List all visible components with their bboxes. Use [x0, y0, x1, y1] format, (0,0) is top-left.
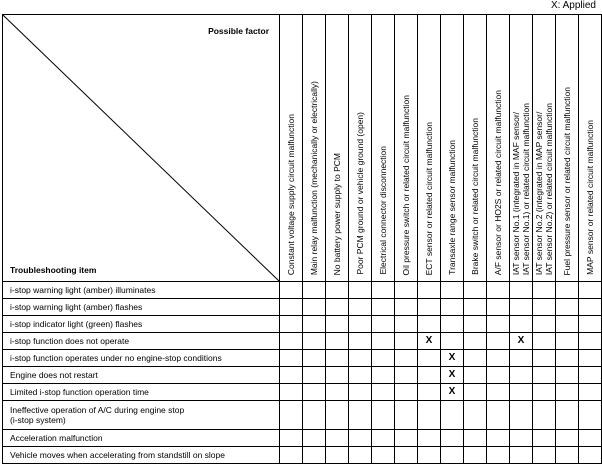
applied-mark-cell: [395, 384, 418, 401]
applied-mark-cell: [556, 316, 579, 333]
applied-mark-cell: X: [418, 333, 441, 350]
applied-mark-cell: [349, 401, 372, 430]
applied-mark-cell: [556, 282, 579, 299]
factor-header-3: [326, 15, 349, 282]
applied-mark-cell: [441, 316, 464, 333]
applied-mark-cell: [464, 384, 487, 401]
applied-mark-cell: [418, 299, 441, 316]
troubleshooting-item: Vehicle moves when accelerating from standstill on slope: [3, 447, 280, 464]
applied-mark-cell: [395, 350, 418, 367]
applied-mark-cell: [533, 401, 556, 430]
factor-label: Fuel pressure sensor or related circuit malfunction: [562, 86, 572, 275]
applied-mark-cell: [579, 333, 602, 350]
applied-mark-cell: [280, 367, 303, 384]
applied-mark-cell: [372, 384, 395, 401]
troubleshooting-item: Acceleration malfunction: [3, 430, 280, 447]
applied-mark-cell: [303, 401, 326, 430]
table-row: [3, 350, 602, 367]
applied-mark-cell: [464, 430, 487, 447]
applied-mark-cell: [556, 350, 579, 367]
applied-mark-cell: [464, 401, 487, 430]
applied-mark-cell: [487, 430, 510, 447]
applied-mark-cell: [510, 367, 533, 384]
applied-mark-cell: [372, 333, 395, 350]
header-row: [3, 15, 602, 282]
applied-mark-cell: [533, 316, 556, 333]
applied-mark-cell: [303, 316, 326, 333]
factor-label: ECT sensor or related circuit malfunction: [424, 121, 434, 275]
applied-mark-cell: [464, 367, 487, 384]
applied-mark-cell: [303, 367, 326, 384]
applied-mark-cell: [464, 299, 487, 316]
applied-mark-cell: [395, 333, 418, 350]
applied-mark-cell: [556, 401, 579, 430]
applied-mark-cell: [349, 333, 372, 350]
applied-mark-cell: [349, 384, 372, 401]
factor-header-9: [464, 15, 487, 282]
applied-mark-cell: [441, 447, 464, 464]
applied-mark-cell: [464, 282, 487, 299]
applied-mark-cell: [326, 401, 349, 430]
applied-mark-cell: [487, 401, 510, 430]
applied-mark-cell: [579, 282, 602, 299]
applied-mark-cell: [464, 350, 487, 367]
applied-mark-cell: [280, 430, 303, 447]
factor-label: A/F sensor or HO2S or related circuit malfunction: [493, 89, 503, 275]
factor-label: Brake switch or related circuit malfunction: [470, 118, 480, 275]
applied-mark-cell: [533, 384, 556, 401]
applied-mark-cell: [326, 316, 349, 333]
applied-mark-cell: [510, 316, 533, 333]
factor-label: Oil pressure switch or related circuit malfunction: [401, 94, 411, 275]
applied-mark-cell: [280, 401, 303, 430]
applied-mark-cell: [326, 282, 349, 299]
applied-mark-cell: [487, 350, 510, 367]
applied-mark-cell: [487, 367, 510, 384]
factor-header-13: [556, 15, 579, 282]
applied-mark-cell: [510, 282, 533, 299]
applied-mark-cell: [464, 447, 487, 464]
applied-mark-cell: [303, 447, 326, 464]
applied-mark-cell: [510, 384, 533, 401]
applied-mark-cell: [280, 333, 303, 350]
applied-mark-cell: [372, 430, 395, 447]
applied-mark-cell: [280, 384, 303, 401]
applied-mark-cell: [418, 367, 441, 384]
applied-mark-cell: [303, 430, 326, 447]
applied-mark-cell: [349, 430, 372, 447]
applied-mark-cell: [418, 350, 441, 367]
applied-mark-cell: [510, 299, 533, 316]
applied-mark-cell: [303, 333, 326, 350]
applied-mark-cell: [579, 401, 602, 430]
header-corner-cell: [3, 15, 280, 282]
applied-mark-cell: [556, 384, 579, 401]
factor-header-6: [395, 15, 418, 282]
table-row: [3, 367, 602, 384]
applied-mark-cell: [349, 282, 372, 299]
applied-mark-cell: [556, 333, 579, 350]
factor-header-1: [280, 15, 303, 282]
applied-mark-cell: [487, 316, 510, 333]
troubleshooting-item: i-stop function operates under no engine-stop conditions: [3, 350, 280, 367]
factor-header-11: [510, 15, 533, 282]
applied-mark-cell: [326, 430, 349, 447]
applied-mark-cell: [372, 299, 395, 316]
applied-mark-cell: [303, 384, 326, 401]
factor-label: IAT sensor No.1 (integrated in MAF sensor/ IAT sensor No.1) or related circuit malfunction: [511, 102, 531, 275]
applied-mark-cell: [303, 282, 326, 299]
applied-mark-cell: X: [441, 350, 464, 367]
applied-mark-cell: [556, 299, 579, 316]
applied-mark-cell: [395, 401, 418, 430]
factor-label: Transaxle range sensor malfunction: [447, 140, 457, 275]
applied-mark-cell: [533, 447, 556, 464]
applied-mark-cell: [533, 282, 556, 299]
applied-mark-cell: [303, 350, 326, 367]
troubleshooting-table: [2, 14, 602, 464]
applied-mark-cell: [579, 447, 602, 464]
applied-mark-cell: [280, 447, 303, 464]
applied-mark-cell: [579, 430, 602, 447]
applied-mark-cell: [464, 316, 487, 333]
applied-mark-cell: [372, 367, 395, 384]
table-row: [3, 333, 602, 350]
applied-mark-cell: [349, 299, 372, 316]
applied-mark-cell: [579, 316, 602, 333]
applied-mark-cell: [533, 430, 556, 447]
factor-label: IAT sensor No.2 (integrated in MAP sensor/ IAT sensor No.2) or related circuit malfunction: [534, 102, 554, 275]
applied-mark-cell: [487, 333, 510, 350]
factor-header-10: [487, 15, 510, 282]
applied-mark-cell: [556, 367, 579, 384]
applied-mark-cell: [395, 430, 418, 447]
applied-mark-cell: [441, 282, 464, 299]
applied-mark-cell: [395, 447, 418, 464]
applied-mark-cell: [441, 401, 464, 430]
applied-mark-cell: [326, 333, 349, 350]
applied-mark-cell: [280, 282, 303, 299]
applied-mark-cell: [510, 430, 533, 447]
applied-mark-cell: [556, 447, 579, 464]
applied-mark-cell: [487, 384, 510, 401]
applied-mark-cell: [533, 299, 556, 316]
table-row: [3, 430, 602, 447]
factor-label: No battery power supply to PCM: [332, 152, 342, 275]
applied-mark-cell: [280, 299, 303, 316]
factor-header-8: [441, 15, 464, 282]
applied-mark-cell: [418, 282, 441, 299]
troubleshooting-item: Ineffective operation of A/C during engine stop (i-stop system): [3, 401, 280, 430]
factor-header-2: [303, 15, 326, 282]
applied-mark-cell: [510, 350, 533, 367]
applied-mark-cell: [326, 384, 349, 401]
applied-mark-cell: [418, 447, 441, 464]
applied-mark-cell: [510, 447, 533, 464]
applied-mark-cell: [349, 447, 372, 464]
factor-label: Poor PCM ground or vehicle ground (open): [355, 112, 365, 275]
applied-mark-cell: [349, 350, 372, 367]
applied-mark-cell: [533, 333, 556, 350]
troubleshooting-item-label: Troubleshooting item: [10, 265, 97, 275]
factor-header-12: [533, 15, 556, 282]
applied-mark-cell: [326, 447, 349, 464]
factor-header-14: [579, 15, 602, 282]
applied-mark-cell: [533, 350, 556, 367]
applied-mark-cell: [441, 333, 464, 350]
factor-label: Electrical connector disconnection: [378, 146, 388, 275]
applied-mark-cell: [579, 367, 602, 384]
applied-mark-cell: [441, 430, 464, 447]
applied-mark-cell: [418, 316, 441, 333]
applied-mark-cell: [579, 384, 602, 401]
applied-mark-cell: [579, 350, 602, 367]
legend-applied: X: Applied: [550, 0, 596, 11]
table-row: [3, 282, 602, 299]
factor-header-7: [418, 15, 441, 282]
table-row: [3, 384, 602, 401]
factor-header-5: [372, 15, 395, 282]
factor-label: MAP sensor or related circuit malfunction: [585, 120, 595, 275]
applied-mark-cell: [372, 350, 395, 367]
applied-mark-cell: [372, 316, 395, 333]
troubleshooting-item: i-stop warning light (amber) illuminates: [3, 282, 280, 299]
applied-mark-cell: [349, 316, 372, 333]
factor-label: Main relay malfunction (mechanically or electrically): [309, 80, 319, 275]
applied-mark-cell: [372, 401, 395, 430]
applied-mark-cell: [464, 333, 487, 350]
applied-mark-cell: X: [510, 333, 533, 350]
applied-mark-cell: [556, 430, 579, 447]
table-row: [3, 316, 602, 333]
applied-mark-cell: [510, 401, 533, 430]
troubleshooting-item: i-stop indicator light (green) flashes: [3, 316, 280, 333]
table-row: [3, 401, 602, 430]
applied-mark-cell: [349, 367, 372, 384]
applied-mark-cell: [441, 299, 464, 316]
applied-mark-cell: [326, 367, 349, 384]
troubleshooting-item: Limited i-stop function operation time: [3, 384, 280, 401]
applied-mark-cell: [326, 299, 349, 316]
applied-mark-cell: [395, 299, 418, 316]
applied-mark-cell: X: [441, 384, 464, 401]
applied-mark-cell: [280, 316, 303, 333]
applied-mark-cell: [533, 367, 556, 384]
applied-mark-cell: [487, 282, 510, 299]
applied-mark-cell: [418, 401, 441, 430]
diagonal-divider: [3, 15, 279, 281]
applied-mark-cell: [303, 299, 326, 316]
applied-mark-cell: X: [441, 367, 464, 384]
applied-mark-cell: [487, 447, 510, 464]
factor-header-4: [349, 15, 372, 282]
applied-mark-cell: [372, 282, 395, 299]
applied-mark-cell: [579, 299, 602, 316]
applied-mark-cell: [418, 384, 441, 401]
applied-mark-cell: [395, 282, 418, 299]
table-row: [3, 299, 602, 316]
applied-mark-cell: [395, 316, 418, 333]
applied-mark-cell: [487, 299, 510, 316]
troubleshooting-item: Engine does not restart: [3, 367, 280, 384]
applied-mark-cell: [280, 350, 303, 367]
applied-mark-cell: [326, 350, 349, 367]
applied-mark-cell: [395, 367, 418, 384]
factor-label: Constant voltage supply circuit malfunction: [286, 113, 296, 275]
table-row: [3, 447, 602, 464]
troubleshooting-item: i-stop warning light (amber) flashes: [3, 299, 280, 316]
troubleshooting-item: i-stop function does not operate: [3, 333, 280, 350]
possible-factor-label: Possible factor: [208, 26, 269, 36]
applied-mark-cell: [418, 430, 441, 447]
applied-mark-cell: [372, 447, 395, 464]
